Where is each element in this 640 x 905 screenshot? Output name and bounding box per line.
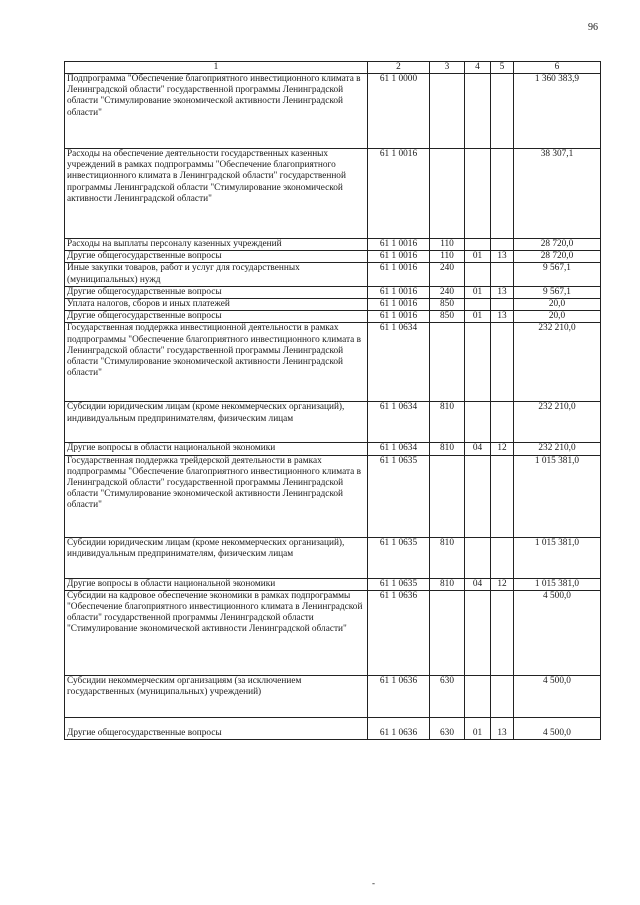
table-row [65,251,601,263]
table-row [65,590,601,675]
row-amount: 1 015 381,0 [514,455,601,537]
row-section [465,402,491,443]
row-target-article: 61 1 0636 [368,717,430,739]
row-target-article: 61 1 0016 [368,263,430,286]
table-row [65,443,601,455]
row-target-article: 61 1 0016 [368,299,430,311]
row-target-article: 61 1 0016 [368,251,430,263]
row-name: Субсидии юридическим лицам (кроме некоммерческих организаций), индивидуальным предпринимателям, физическим лицам [65,402,368,443]
row-section [465,299,491,311]
row-expense-type: 240 [430,263,465,286]
column-header-subsection: 5 [491,62,514,74]
row-name: Субсидии юридическим лицам (кроме некоммерческих организаций), индивидуальным предпринимателям, физическим лицам [65,537,368,578]
row-amount: 20,0 [514,299,601,311]
row-target-article: 61 1 0634 [368,443,430,455]
row-target-article: 61 1 0016 [368,149,430,239]
row-expense-type: 240 [430,286,465,298]
table-header-row [65,62,601,74]
row-amount: 232 210,0 [514,402,601,443]
row-name: Другие общегосударственные вопросы [65,311,368,323]
row-section [465,239,491,251]
table-row [65,717,601,739]
row-amount: 20,0 [514,311,601,323]
row-section [465,455,491,537]
row-expense-type: 110 [430,251,465,263]
row-subsection: 13 [491,286,514,298]
table-row [65,311,601,323]
row-subsection: 13 [491,311,514,323]
table-row [65,263,601,286]
row-amount: 28 720,0 [514,251,601,263]
row-name: Государственная поддержка инвестиционной деятельности в рамках подпрограммы "Обеспечение благоприятного инвестиционного климата в Ленинградской области" государственной программы Ленинградской области "Стимулирование экономической активности Ленинградской области" [65,323,368,402]
row-name: Другие общегосударственные вопросы [65,717,368,739]
row-name: Государственная поддержка трейдерской деятельности в рамках подпрограммы "Обеспечение благоприятного инвестиционного климата в Ленинградской области" государственной программы Ленинградской области "Стимулирование экономической активности Ленинградской области" [65,455,368,537]
row-section [465,675,491,717]
row-amount: 4 500,0 [514,675,601,717]
row-subsection [491,299,514,311]
row-amount: 4 500,0 [514,590,601,675]
column-header-section: 4 [465,62,491,74]
row-section: 04 [465,578,491,590]
table-row [65,402,601,443]
row-amount: 1 360 383,9 [514,74,601,149]
row-section: 04 [465,443,491,455]
row-subsection [491,455,514,537]
row-amount: 1 015 381,0 [514,578,601,590]
row-subsection: 13 [491,717,514,739]
row-name: Подпрограмма "Обеспечение благоприятного инвестиционного климата в Ленинградской области" государственной программы Ленинградской области "Стимулирование экономической активности Ленинградской области" [65,74,368,149]
row-amount: 232 210,0 [514,323,601,402]
table-row [65,239,601,251]
table-body [65,74,601,740]
row-section [465,74,491,149]
row-subsection [491,590,514,675]
row-section: 01 [465,717,491,739]
row-amount: 9 567,1 [514,286,601,298]
row-target-article: 61 1 0636 [368,675,430,717]
row-subsection: 13 [491,251,514,263]
row-target-article: 61 1 0016 [368,311,430,323]
column-header-name: 1 [65,62,368,74]
row-expense-type [430,74,465,149]
row-expense-type: 630 [430,717,465,739]
row-name: Расходы на выплаты персоналу казенных учреждений [65,239,368,251]
row-name: Уплата налогов, сборов и иных платежей [65,299,368,311]
row-expense-type: 810 [430,443,465,455]
row-section [465,590,491,675]
table-row [65,74,601,149]
row-expense-type [430,590,465,675]
column-header-target-article: 2 [368,62,430,74]
row-subsection [491,149,514,239]
row-expense-type: 810 [430,578,465,590]
row-subsection [491,402,514,443]
column-header-amount: 6 [514,62,601,74]
row-expense-type: 630 [430,675,465,717]
table-row [65,323,601,402]
row-amount: 232 210,0 [514,443,601,455]
row-name: Другие вопросы в области национальной экономики [65,443,368,455]
footer-mark: - [372,878,375,888]
row-section [465,149,491,239]
row-section: 01 [465,311,491,323]
row-section [465,323,491,402]
row-name: Другие общегосударственные вопросы [65,251,368,263]
row-subsection [491,537,514,578]
row-target-article: 61 1 0635 [368,455,430,537]
row-name: Другие общегосударственные вопросы [65,286,368,298]
row-section [465,537,491,578]
row-name: Другие вопросы в области национальной экономики [65,578,368,590]
row-amount: 1 015 381,0 [514,537,601,578]
row-amount: 38 307,1 [514,149,601,239]
row-expense-type [430,323,465,402]
row-expense-type: 810 [430,402,465,443]
table-row [65,286,601,298]
row-name: Субсидии некоммерческим организациям (за исключением государственных (муниципальных) учреждений) [65,675,368,717]
row-expense-type [430,455,465,537]
row-expense-type: 110 [430,239,465,251]
row-target-article: 61 1 0634 [368,402,430,443]
row-target-article: 61 1 0635 [368,537,430,578]
row-target-article: 61 1 0000 [368,74,430,149]
row-amount: 9 567,1 [514,263,601,286]
table-row [65,455,601,537]
row-subsection [491,239,514,251]
row-section [465,263,491,286]
row-expense-type: 850 [430,299,465,311]
row-amount: 28 720,0 [514,239,601,251]
row-expense-type [430,149,465,239]
row-subsection [491,323,514,402]
row-target-article: 61 1 0636 [368,590,430,675]
row-name: Иные закупки товаров, работ и услуг для государственных (муниципальных) нужд [65,263,368,286]
row-subsection: 12 [491,578,514,590]
row-subsection [491,74,514,149]
row-expense-type: 810 [430,537,465,578]
row-subsection [491,675,514,717]
row-target-article: 61 1 0016 [368,239,430,251]
row-name: Расходы на обеспечение деятельности государственных казенных учреждений в рамках подпрограммы "Обеспечение благоприятного инвестиционного климата в Ленинградской области" государственной программы Ленинградской области "Стимулирование экономической активности Ленинградской области" [65,149,368,239]
budget-table [64,61,601,740]
row-target-article: 61 1 0634 [368,323,430,402]
table-row [65,537,601,578]
column-header-expense-type: 3 [430,62,465,74]
table-row [65,149,601,239]
row-expense-type: 850 [430,311,465,323]
row-subsection [491,263,514,286]
row-target-article: 61 1 0016 [368,286,430,298]
row-section: 01 [465,251,491,263]
table-row [65,675,601,717]
row-amount: 4 500,0 [514,717,601,739]
table-row [65,299,601,311]
page-number: 96 [588,22,598,33]
row-subsection: 12 [491,443,514,455]
row-target-article: 61 1 0635 [368,578,430,590]
row-name: Субсидии на кадровое обеспечение экономики в рамках подпрограммы "Обеспечение благоприятного инвестиционного климата в Ленинградской области" государственной программы Ленинградской области "Стимулирование экономической активности Ленинградской области" [65,590,368,675]
row-section: 01 [465,286,491,298]
table-row [65,578,601,590]
